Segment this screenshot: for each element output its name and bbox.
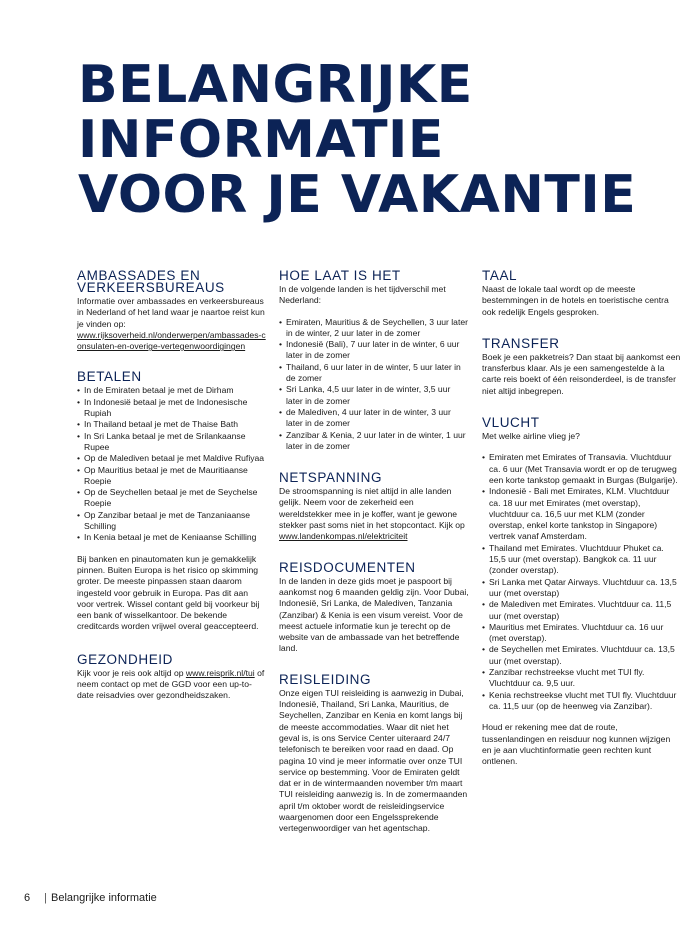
section-text: In de landen in deze gids moet je paspoort bij aankomst nog 6 maanden geldig zijn. Voor Dubai, Indonesië, Sri Lanka, de Malediven, Tanzania (Zanzibar) & Kenia is een visum vereist. Voor de meest actuele informatie kun je terecht op de website van de ambassade van het betreffende land. (279, 575, 469, 654)
list-item: • Mauritius met Emirates. Vluchtduur ca. 16 uur (met overstap). (482, 622, 682, 645)
page-title-line: VOOR JE VAKANTIE (78, 165, 637, 225)
page-title-line: BELANGRIJKE (78, 55, 473, 115)
link-wrap (77, 330, 267, 353)
list-item: • Emiraten met Emirates of Transavia. Vluchtduur ca. 6 uur (Met Transavia wordt er op de terugweg een korte tankstop gemaakt in Burgas (Bulgarije). (482, 452, 682, 486)
section-text (279, 486, 469, 542)
list-item: • Zanzibar rechstreekse vlucht met TUI fly. Vluchtduur ca. 9,5 uur. (482, 667, 682, 690)
list-item: • In Kenia betaal je met de Keniaanse Schilling (77, 532, 267, 543)
page-title-line: INFORMATIE (78, 110, 444, 170)
list-item: • Sri Lanka, 4,5 uur later in de winter, 3,5 uur later in de zomer (279, 384, 469, 407)
text-part: of neem contact op met de GGD voor een up-to-date reisadvies over gezondheidszaken. (77, 667, 265, 701)
section-reisdocumenten (279, 559, 469, 655)
section-ambassades (77, 270, 267, 352)
section-heading: NETSPANNING (279, 470, 383, 486)
section-text: Naast de lokale taal wordt op de meeste bestemmingen in de hotels en toeristische centra ook redelijk Engels gesproken. (482, 284, 669, 317)
rijksoverheid-link[interactable]: www.rijksoverheid.nl/onderwerpen/ambassades-consulaten-en-overige-vertegenwoordigingen (77, 329, 266, 352)
section-heading (77, 270, 267, 294)
section-betalen (77, 371, 267, 632)
section-text (77, 668, 267, 702)
footer-separator: | (44, 892, 47, 904)
section-taal (482, 270, 682, 318)
heading-line: VERKEERSBUREAUS (77, 280, 225, 295)
list-item: • Kenia rechstreekse vlucht met TUI fly. Vluchtduur ca. 11,5 uur (op de heenweg via Zanzibar). (482, 690, 682, 713)
list-item: • In de Emiraten betaal je met de Dirham (77, 385, 267, 396)
timezone-list (279, 317, 469, 453)
list-item: • de Malediven met Emirates. Vluchtduur ca. 11,5 uur (met overstap) (482, 599, 682, 622)
section-heading: REISLEIDING (279, 671, 372, 687)
section-transfer (482, 335, 682, 397)
list-item: • Zanzibar & Kenia, 2 uur later in de winter, 1 uur later in de zomer (279, 430, 469, 453)
section-heading: TAAL (482, 268, 518, 283)
section-text: Informatie over ambassades en verkeersbureaus in Nederland of het land waar je naartoe reist kun je vinden op: (77, 296, 265, 329)
section-text: In de volgende landen is het tijdverschil met Nederland: (279, 284, 446, 306)
text-part: Kijk voor je reis ook altijd op (77, 667, 186, 678)
section-text: Onze eigen TUI reisleiding is aanwezig in Dubai, Indonesië, Thailand, Sri Lanka, Mauritius, de Seychellen, Zanzibar en Kenia en komt langs bij de meeste accommodaties. Waar dit niet het geval is, is ons Service Center uiteraard 24/7 telefonisch te bereiken voor raad en daad. Op pagina 10 vind je meer informatie over onze TUI service op bestemming. Voor de Emiraten geldt dat er in de wintermaanden november t/m maart TUI reisleiding aanwezig is. In de zomermaanden april t/m oktober wordt de reisleidingservice waargenomen door een Engelssprekende vertegenwoordiger van het agentschap. (279, 687, 468, 834)
section-heading: VLUCHT (482, 415, 540, 431)
list-item: • Thailand, 6 uur later in de winter, 5 uur later in de zomer (279, 362, 469, 385)
section-heading: GEZONDHEID (77, 651, 174, 667)
list-item: • Indonesië (Bali), 7 uur later in de winter, 6 uur later in de zomer (279, 339, 469, 362)
landenkompas-link[interactable]: www.landenkompas.nl/elektriciteit (279, 531, 408, 542)
section-heading: HOE LAAT IS HET (279, 268, 401, 283)
list-item: • de Seychellen met Emirates. Vluchtduur ca. 13,5 uur (met overstap). (482, 644, 682, 667)
currency-list (77, 385, 267, 543)
list-item: • In Indonesië betaal je met de Indonesische Rupiah (77, 397, 267, 420)
section-text: Met welke airline vlieg je? (482, 431, 580, 442)
list-item: • Op Mauritius betaal je met de Mauritiaanse Roepie (77, 465, 267, 488)
section-heading: TRANSFER (482, 335, 560, 351)
page-title (78, 55, 637, 225)
section-text: Bij banken en pinautomaten kun je gemakkelijk pinnen. Buiten Europa is het risico op skimming groter. De meeste pinpassen staan daarom ingesteld voor gebruik in Europa. Pas dit aan voor vertrek. Wissel contant geld bij voorkeur bij een bank of wisselkantoor. De bekende creditcards worden vrijwel overal geaccepteerd. (77, 553, 260, 632)
section-netspanning (279, 472, 469, 542)
list-item: • Indonesië - Bali met Emirates, KLM. Vluchtduur ca. 18 uur met Emirates (met overstap), vluchtduur ca. 16,5 uur met KLM (zonder overstap, enkel korte tankstop in Singapore) vertrek vanaf Amsterdam. (482, 486, 682, 542)
section-heading: REISDOCUMENTEN (279, 559, 416, 575)
list-item: • In Sri Lanka betaal je met de Srilankaanse Rupee (77, 431, 267, 454)
list-item: • Emiraten, Mauritius & de Seychellen, 3 uur later in de winter, 2 uur later in de zomer (279, 317, 469, 340)
page-number: 6 (24, 892, 31, 904)
column-middle (279, 270, 469, 835)
footer-label: Belangrijke informatie (50, 892, 157, 904)
reisprik-link[interactable]: www.reisprik.nl/tui (185, 667, 255, 678)
section-hoe-laat (279, 270, 469, 452)
page-footer (24, 892, 157, 904)
list-item: • Op de Malediven betaal je met Maldive Rufiyaa (77, 453, 267, 464)
list-item: • de Malediven, 4 uur later in de winter, 3 uur later in de zomer (279, 407, 469, 430)
section-heading: BETALEN (77, 369, 142, 385)
list-item: • Op Zanzibar betaal je met de Tanzaniaanse Schilling (77, 510, 267, 533)
section-reisleiding (279, 671, 469, 835)
list-item: • In Thailand betaal je met de Thaise Bath (77, 419, 267, 430)
column-right (482, 270, 682, 767)
list-item: • Thailand met Emirates. Vluchtduur Phuket ca. 15,5 uur (met overstap). Bangkok ca. 11 uur (zonder overstap). (482, 543, 682, 577)
section-gezondheid (77, 651, 267, 702)
list-item: • Op de Seychellen betaal je met de Seychelse Roepie (77, 487, 267, 510)
section-text: Houd er rekening mee dat de route, tussenlandingen en reisduur nog kunnen wijzigen en je aan vluchtinformatie geen rechten kunt ontlenen. (482, 722, 671, 767)
heading-line: AMBASSADES EN (77, 268, 201, 283)
section-vlucht (482, 417, 682, 767)
flight-list (482, 452, 682, 712)
section-text: Boek je een pakketreis? Dan staat bij aankomst een transferbus klaar. Als je een samengestelde à la carte reis boekt of één reisonderdeel, is de transfer niet altijd inbegrepen. (482, 351, 681, 396)
list-item: • Sri Lanka met Qatar Airways. Vluchtduur ca. 13,5 uur (met overstap) (482, 577, 682, 600)
text-part: De stroomspanning is niet altijd in alle landen gelijk. Neem voor de zekerheid een wereldstekker mee in je koffer, want je gewone stekker past soms niet in het stopcontact. Kijk op (279, 486, 465, 531)
column-left (77, 270, 267, 702)
